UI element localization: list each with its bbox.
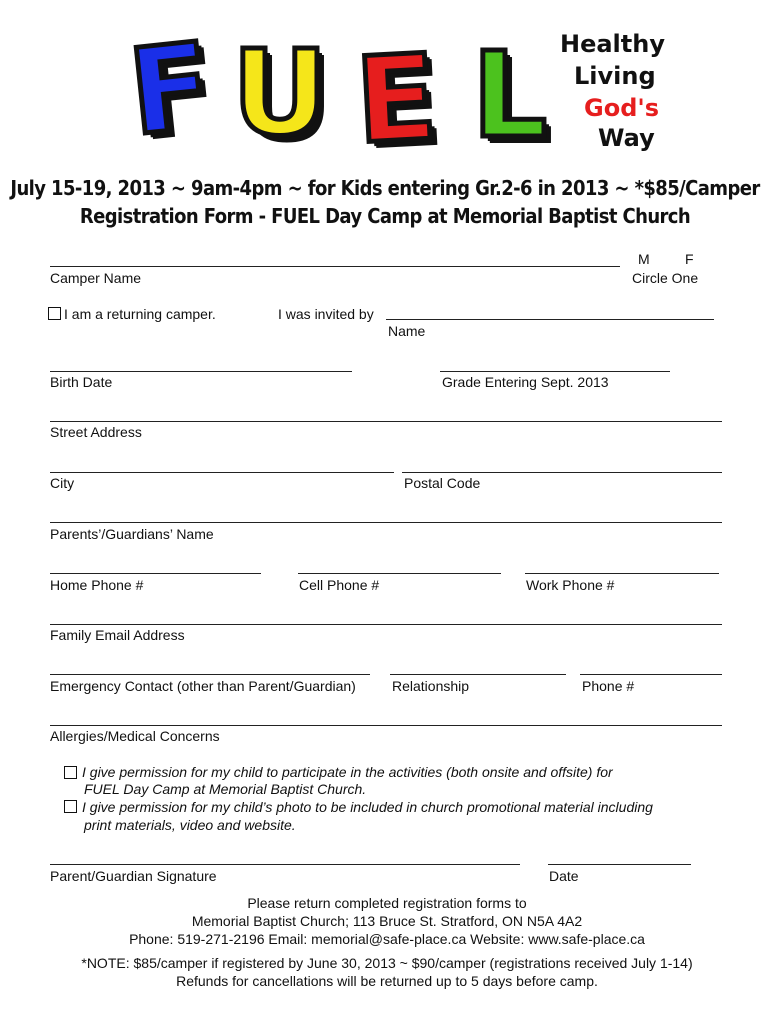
postal-code-line[interactable] [402,472,722,473]
date-label: Date [549,868,579,884]
sex-f-label[interactable]: F [685,251,694,267]
church-contact: Phone: 519-271-2196 Email: memorial@safe-place.ca Website: www.safe-place.ca [129,931,645,947]
emergency-contact-line[interactable] [50,674,370,675]
photo-permission-text-2: print materials, video and website. [84,817,296,833]
signature-line[interactable] [50,864,520,865]
birth-date-label: Birth Date [50,374,113,390]
logo-tagline [560,30,665,156]
photo-permission-text: I give permission for my child’s photo to be included in church promotional material including [82,799,653,815]
parents-name-label: Parents’/Guardians’ Name [50,526,214,542]
signature-label: Parent/Guardian Signature [50,868,217,884]
parents-name-line[interactable] [50,522,722,523]
home-phone-label: Home Phone # [50,577,144,593]
header-form-title: Registration Form - FUEL Day Camp at Memorial Baptist Church [79,204,691,229]
work-phone-label: Work Phone # [526,577,615,593]
tagline-gods: God's [584,94,659,122]
street-address-label: Street Address [50,424,142,440]
tagline-living: Living [574,62,656,90]
logo-letter-l: L [472,26,548,164]
emergency-phone-line[interactable] [580,674,722,675]
activities-permission-checkbox[interactable] [64,766,77,779]
circle-one-label: Circle One [632,270,699,286]
emergency-phone-label: Phone # [582,678,635,694]
invited-by-line[interactable] [386,319,714,320]
invited-by-label: I was invited by [278,306,374,322]
invited-by-name-label: Name [388,323,426,339]
city-label: City [50,475,75,491]
city-line[interactable] [50,472,394,473]
returning-camper-label: I am a returning camper. [64,306,216,322]
allergies-line[interactable] [50,725,722,726]
sex-m-label[interactable]: M [638,251,650,267]
emergency-contact-label: Emergency Contact (other than Parent/Guardian) [50,678,356,694]
street-address-line[interactable] [50,421,722,422]
photo-permission-checkbox[interactable] [64,800,77,813]
fuel-logo [120,16,560,172]
camper-name-label: Camper Name [50,270,142,286]
grade-entering-line[interactable] [440,371,670,372]
grade-entering-label: Grade Entering Sept. 2013 [442,374,609,390]
postal-code-label: Postal Code [404,475,481,491]
price-note: *NOTE: $85/camper if registered by June 30, 2013 ~ $90/camper (registrations received July 1-14) [81,955,693,971]
family-email-label: Family Email Address [50,627,185,643]
home-phone-line[interactable] [50,573,261,574]
date-line[interactable] [548,864,691,865]
return-instructions: Please return completed registration forms to [247,895,527,911]
logo-letter-u: U [232,24,328,162]
family-email-line[interactable] [50,624,722,625]
logo-letter-f: F [123,16,218,162]
returning-camper-checkbox[interactable] [48,307,61,320]
activities-permission-text-2: FUEL Day Camp at Memorial Baptist Church. [84,781,367,797]
relationship-line[interactable] [390,674,566,675]
tagline-healthy: Healthy [560,30,665,58]
tagline-way: Way [598,124,655,152]
refund-note: Refunds for cancellations will be returned up to 5 days before camp. [176,973,598,989]
birth-date-line[interactable] [50,371,352,372]
cell-phone-line[interactable] [298,573,501,574]
church-address: Memorial Baptist Church; 113 Bruce St. Stratford, ON N5A 4A2 [191,913,583,929]
work-phone-line[interactable] [525,573,719,574]
allergies-label: Allergies/Medical Concerns [50,728,220,744]
cell-phone-label: Cell Phone # [299,577,380,593]
header-dates-price: July 15-19, 2013 ~ 9am-4pm ~ for Kids entering Gr.2-6 in 2013 ~ *$85/Camper [10,176,760,201]
activities-permission-text: I give permission for my child to participate in the activities (both onsite and offsite) for [82,764,613,780]
relationship-label: Relationship [392,678,470,694]
logo-letter-e: E [352,27,441,171]
camper-name-line[interactable] [50,266,620,267]
